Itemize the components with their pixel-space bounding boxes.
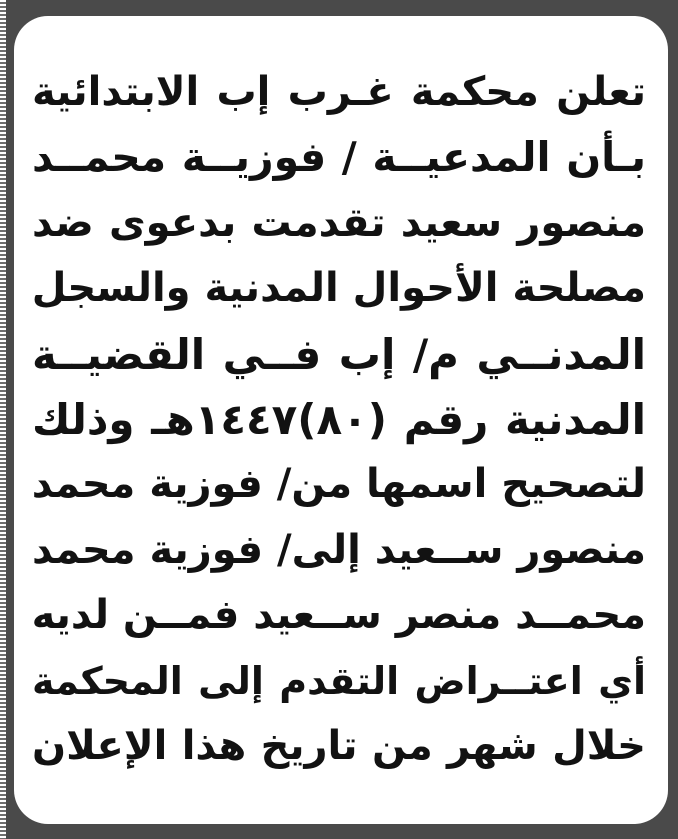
notice-text: [32, 60, 646, 779]
notice-line-6: المدنية رقم (٨٠)١٤٤٧هـ وذلك: [32, 394, 646, 444]
notice-line-9: محمــد منصر ســعيد فمــن لديه: [32, 592, 646, 639]
notice-line-8: منصور ســعيد إلى/ فوزية محمد: [32, 526, 646, 573]
notice-line-5: المدنــي م/ إب فــي القضيــة: [32, 329, 646, 379]
notice-line-7: لتصحيح اسمها من/ فوزية محمد: [32, 461, 646, 508]
scan-edge-strip: [0, 0, 6, 839]
notice-line-1: تعلن محكمة غـرب إب الابتدائية: [32, 69, 646, 115]
notice-line-3: منصور سعيد تقدمت بدعوى ضد: [32, 199, 646, 246]
notice-line-10: أي اعتــراض التقدم إلى المحكمة: [32, 658, 646, 703]
notice-line-4: مصلحة الأحوال المدنية والسجل: [32, 265, 646, 312]
notice-line-11: خلال شهر من تاريخ هذا الإعلان: [32, 722, 646, 769]
notice-line-2: بـأن المدعيــة / فوزيــة محمــد: [32, 133, 646, 182]
